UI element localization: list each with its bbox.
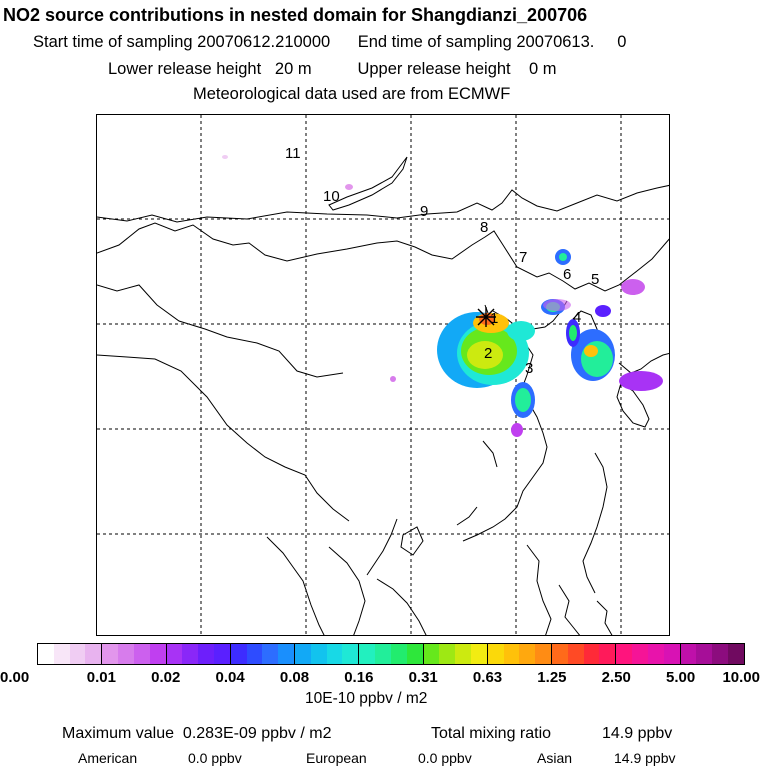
color-scale-tick-label: 0.08 <box>279 669 310 686</box>
total-mixing-ratio-value: 14.9 ppbv <box>602 725 673 742</box>
color-scale-swatch <box>134 644 150 664</box>
color-scale-swatch <box>439 644 455 664</box>
region-label: 6 <box>563 266 572 283</box>
color-scale-swatch <box>247 644 263 664</box>
concentration-field <box>222 155 663 437</box>
color-scale-swatch <box>535 644 552 664</box>
coastlines <box>97 157 670 636</box>
color-scale-swatch <box>632 644 648 664</box>
color-scale-swatch <box>38 644 54 664</box>
color-scale-swatch <box>712 644 728 664</box>
region-label: 2 <box>484 345 493 362</box>
color-scale-swatch <box>519 644 535 664</box>
color-scale-swatch <box>552 644 568 664</box>
color-scale-swatch <box>504 644 520 664</box>
region-label: 11 <box>285 145 301 162</box>
color-scale-tick-label: 0.16 <box>344 669 374 686</box>
color-scale-tick-label: 0.63 <box>472 669 503 686</box>
color-scale-swatch <box>728 644 744 664</box>
color-scale-swatch <box>54 644 70 664</box>
color-scale-swatch <box>616 644 632 664</box>
region-label: 9 <box>420 203 429 220</box>
region-asian-value: 14.9 ppbv <box>614 750 676 766</box>
color-scale-swatch <box>696 644 712 664</box>
color-scale-swatch <box>681 644 697 664</box>
map-panel <box>96 114 670 636</box>
color-scale-tick-label: 0.31 <box>408 669 438 686</box>
region-american-label: American <box>78 750 138 766</box>
color-scale-swatch <box>359 644 375 664</box>
region-label: 8 <box>480 219 489 236</box>
sampling-time-line: Start time of sampling 20070612.210000 End time of sampling 20070613. 0 <box>33 33 627 51</box>
release-height-line: Lower release height 20 m Upper release height 0 m <box>108 60 557 78</box>
region-european-label: European <box>306 750 367 766</box>
color-scale-swatch <box>70 644 86 664</box>
color-scale-tick-label: 0.04 <box>215 669 245 686</box>
color-scale-swatch <box>391 644 407 664</box>
color-scale-swatch <box>375 644 391 664</box>
color-scale-swatch <box>311 644 327 664</box>
color-scale-swatch <box>455 644 471 664</box>
region-american-value: 0.0 ppbv <box>188 750 242 766</box>
color-scale-tick-label: 2.50 <box>601 669 631 686</box>
color-scale-tick-label: 0.01 <box>86 669 116 686</box>
color-scale-swatch <box>198 644 214 664</box>
color-scale-swatch <box>150 644 167 664</box>
color-scale-swatch <box>584 644 600 664</box>
region-label: 5 <box>591 271 600 288</box>
color-scale-tick-label: 0.02 <box>151 669 181 686</box>
color-scale-swatch <box>118 644 134 664</box>
map-canvas <box>97 115 670 636</box>
region-european-value: 0.0 ppbv <box>418 750 472 766</box>
color-scale-swatch <box>648 644 664 664</box>
color-scale-units: 10E-10 ppbv / m2 <box>305 690 428 707</box>
region-label: 3 <box>525 360 534 377</box>
color-scale-swatch <box>182 644 198 664</box>
region-label: 7 <box>519 249 528 266</box>
color-scale-bar <box>37 643 745 665</box>
color-scale-swatch <box>295 644 311 664</box>
maximum-value-text: Maximum value 0.283E-09 ppbv / m2 <box>62 725 332 742</box>
color-scale-swatch <box>102 644 118 664</box>
color-scale-tick-label: 10.00 <box>722 669 760 686</box>
color-scale-swatch <box>424 644 440 664</box>
color-scale-swatch <box>488 644 504 664</box>
color-scale-tick-label: 0.00 <box>0 669 30 686</box>
region-label: 4 <box>573 309 582 326</box>
color-scale-swatch <box>471 644 488 664</box>
color-scale-tick-label: 1.25 <box>537 669 567 686</box>
region-asian-label: Asian <box>537 750 573 766</box>
color-scale-swatch <box>262 644 278 664</box>
plot-title: NO2 source contributions in nested domain for Shangdianzi_200706 <box>3 5 588 25</box>
color-scale-tick-label: 5.00 <box>666 669 696 686</box>
color-scale-swatch <box>568 644 584 664</box>
color-scale-swatch <box>231 644 247 664</box>
color-scale-swatch <box>407 644 424 664</box>
color-scale-swatch <box>278 644 295 664</box>
color-scale-swatch <box>599 644 616 664</box>
color-scale-swatch <box>214 644 231 664</box>
color-scale-swatch <box>85 644 102 664</box>
region-label: 10 <box>323 188 340 205</box>
color-scale-swatch <box>664 644 681 664</box>
total-mixing-ratio-label: Total mixing ratio <box>431 725 552 742</box>
meteorology-source-line: Meteorological data used are from ECMWF <box>193 85 511 103</box>
color-scale-swatch <box>167 644 183 664</box>
region-label: 1 <box>490 310 499 327</box>
color-scale-swatch <box>342 644 359 664</box>
color-scale-swatch <box>327 644 343 664</box>
